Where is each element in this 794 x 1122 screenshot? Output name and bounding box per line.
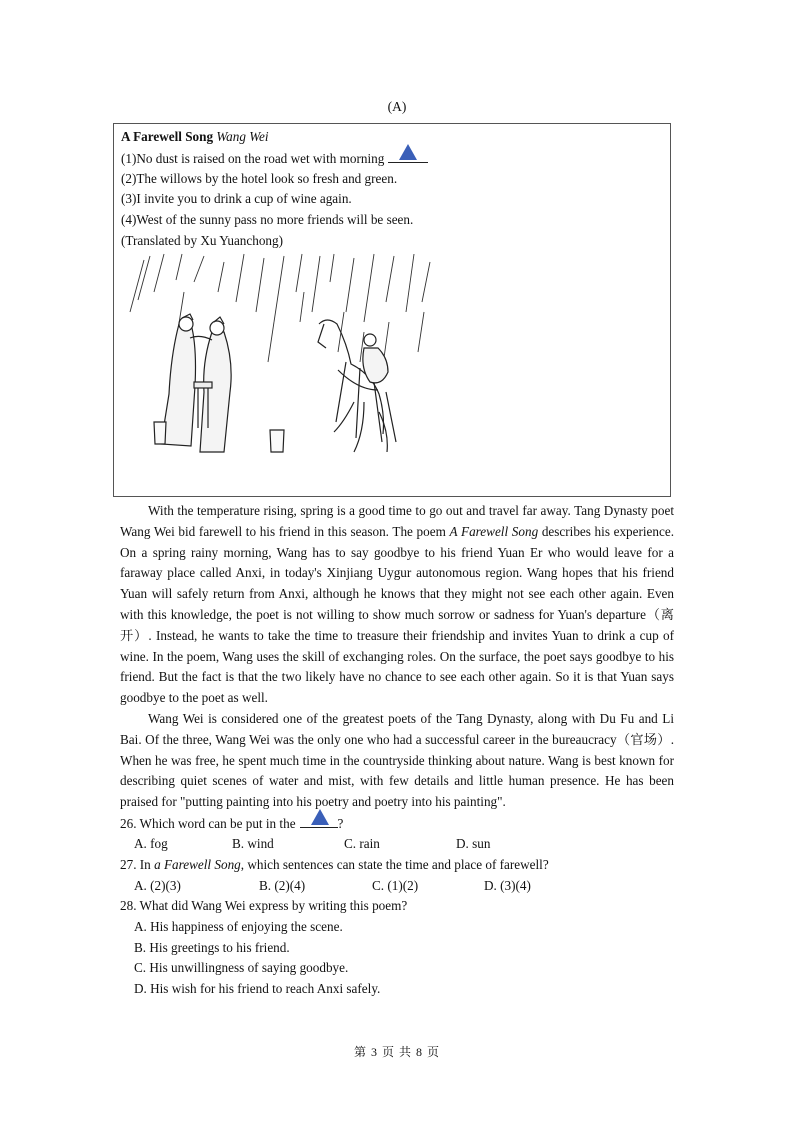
- poem-author: Wang Wei: [216, 129, 269, 144]
- poem-line-3: (3)I invite you to drink a cup of wine again.: [121, 191, 352, 207]
- question-27: [120, 855, 680, 897]
- poem-line-1-text: (1)No dust is raised on the road wet with morning: [121, 150, 385, 166]
- question-26-stem-text: 26. Which word can be put in the: [120, 816, 296, 831]
- question-27-stem-b: , which sentences can state the time and place of farewell?: [240, 857, 549, 872]
- option-b[interactable]: B. (2)(4): [259, 877, 306, 893]
- passage-paragraph-1: [120, 501, 674, 709]
- option-c[interactable]: C. His unwillingness of saying goodbye.: [134, 960, 349, 976]
- option-d[interactable]: D. sun: [456, 835, 491, 851]
- option-a[interactable]: A. (2)(3): [134, 877, 181, 893]
- passage-p1-part-a: With the temperature rising, spring is a good time to go out and travel far away. Tang Dynasty poet Wang Wei bid farewell to his friend in this season. The poem: [120, 503, 674, 539]
- question-27-poem-title: a Farewell Song: [154, 857, 241, 872]
- poem-title: [121, 127, 663, 148]
- question-26: [120, 813, 680, 855]
- answer-blank: [388, 148, 428, 163]
- option-b[interactable]: B. His greetings to his friend.: [134, 939, 290, 955]
- question-27-stem: [120, 855, 680, 876]
- poem-title-text: A Farewell Song: [121, 129, 214, 144]
- poem-translator: (Translated by Xu Yuanchong): [121, 232, 284, 248]
- passage-p1-part-b: describes his experience. On a spring rainy morning, Wang has to say goodbye to his friend Yuan Er who would leave for a faraway place called Anxi, in today's Xinjiang Uygur autonomous region. Wang hopes that his friend Yuan will safely return from Anxi, although he knows that they might not see each other again. Even with this knowledge, the poet is not willing to show much sorrow or sadness for Yuan's departure（离开）. Instead, he wants to take the time to treasure their friendship and invites Yuan to drink a cup of wine. In the poem, Wang uses the skill of exchanging roles. On the surface, the poet says goodbye to his friend. But the fact is that the two likely have no chance to see each other again. So it is that Yuan says goodbye to the poet as well.: [120, 523, 675, 706]
- option-a[interactable]: A. His happiness of enjoying the scene.: [134, 918, 343, 934]
- poem-line-1: [121, 148, 663, 169]
- question-28-stem: 28. What did Wang Wei express by writing this poem?: [120, 898, 408, 913]
- question-26-stem: [120, 813, 680, 834]
- option-a[interactable]: A. fog: [134, 835, 168, 851]
- triangle-icon: [311, 809, 329, 825]
- question-28: [120, 896, 680, 1000]
- option-c[interactable]: C. (1)(2): [372, 877, 419, 893]
- page-footer: 第 3 页 共 8 页: [353, 1045, 440, 1059]
- question-26-stem-end: ?: [337, 816, 344, 831]
- passage-paragraph-2: Wang Wei is considered one of the greatest poets of the Tang Dynasty, along with Du Fu and Li Bai. Of the three, Wang Wei was the only one who had a successful career in the bureaucracy（官场）. When he was free, he spent much time in the countryside thinking about nature. Wang is best known for describing quiet scenes of water and mist, with few details and little human presence. He has been praised for "putting painting into his poetry and poetry into his painting".: [120, 710, 674, 810]
- question-27-options: [120, 876, 680, 897]
- poem-line-4: (4)West of the sunny pass no more friends will be seen.: [121, 212, 414, 228]
- triangle-icon: [399, 144, 417, 160]
- option-d[interactable]: D. His wish for his friend to reach Anxi safely.: [134, 981, 381, 997]
- option-b[interactable]: B. wind: [232, 835, 274, 851]
- option-d[interactable]: D. (3)(4): [484, 877, 531, 893]
- passage-poem-title: A Farewell Song: [449, 523, 539, 539]
- reading-passage: [120, 501, 674, 813]
- poem-box: [113, 123, 671, 497]
- question-26-options: [120, 834, 680, 855]
- section-label: (A): [387, 99, 407, 114]
- poem-line-2: (2)The willows by the hotel look so fresh and green.: [121, 170, 398, 186]
- farewell-illustration: [124, 252, 439, 472]
- answer-blank: [300, 813, 338, 828]
- option-c[interactable]: C. rain: [344, 835, 380, 851]
- question-27-stem-a: 27. In: [120, 857, 155, 872]
